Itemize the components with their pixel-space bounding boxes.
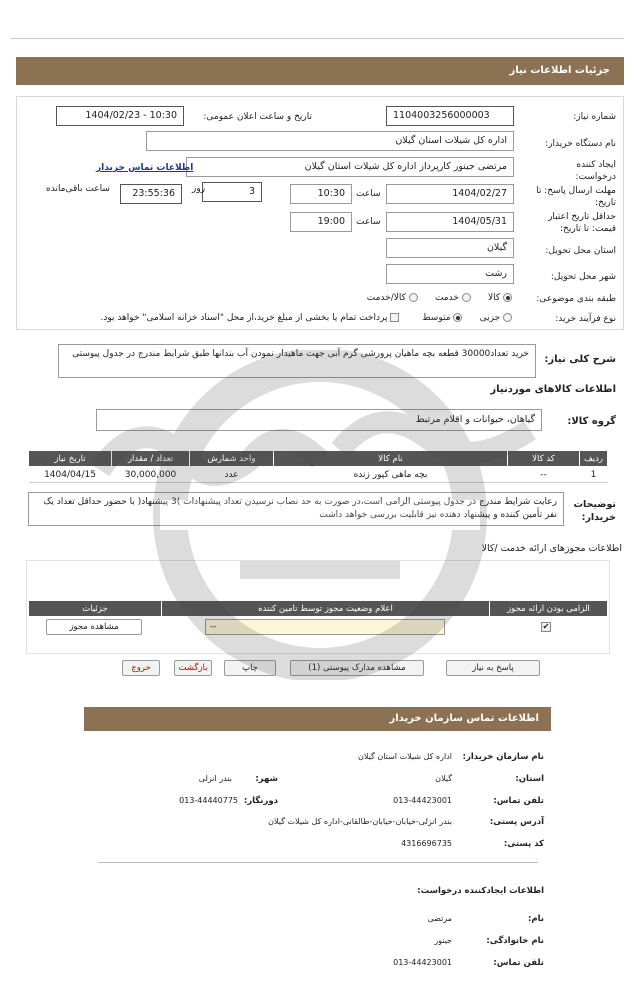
category-service-radio[interactable] [462, 293, 471, 302]
col-permit-status: اعلام وضعیت مجوز توسط تامین کننده [162, 601, 490, 617]
deadline-date-field[interactable]: 1404/02/27 [386, 184, 514, 204]
deadline-time-label: ساعت [356, 189, 381, 199]
cell-date: 1404/04/15 [29, 467, 112, 483]
contact-city-value: بندر انزلی [198, 774, 232, 783]
deadline-time-field[interactable]: 10:30 [290, 184, 352, 204]
process-minor-label: جزیی [479, 313, 501, 323]
buyer-contact-link[interactable]: اطلاعات تماس خریدار [96, 163, 194, 173]
goods-table [28, 450, 608, 483]
treasury-payment-checkbox[interactable] [390, 313, 399, 322]
creator-family-value: جینور [434, 936, 452, 945]
col-name: نام کالا [274, 451, 508, 467]
creator-phone-value: 013-44423001 [393, 958, 452, 967]
col-code: کد کالا [508, 451, 580, 467]
province-label: استان محل تحویل: [545, 246, 616, 256]
col-qty: تعداد / مقدار [112, 451, 190, 467]
contact-org-value: اداره کل شیلات استان گیلان [357, 752, 452, 761]
creator-info-title: اطلاعات ایجادکننده درخواست: [417, 886, 544, 896]
validity-time-field[interactable]: 19:00 [290, 212, 352, 232]
creator-field[interactable]: مرتضی جینور کارپرداز اداره کل شیلات استان گیلان [186, 157, 514, 177]
permit-required-checkbox[interactable]: ✔ [542, 622, 550, 631]
col-permit-required: الزامی بودن ارائه مجوز [490, 601, 608, 617]
attachments-button[interactable]: مشاهده مدارک پیوستی (1) [290, 660, 424, 676]
treasury-payment-note: پرداخت تمام یا بخشی از مبلغ خرید،از محل "اسناد خزانه اسلامی" خواهد بود. [100, 313, 388, 323]
reply-button[interactable]: پاسخ به نیاز [446, 660, 540, 676]
validity-time-label: ساعت [356, 217, 381, 227]
creator-label: ایجاد کننده درخواست: [575, 160, 616, 182]
contact-phone-label: تلفن تماس: [493, 796, 544, 806]
process-minor-radio[interactable] [503, 313, 512, 322]
need-number-label: شماره نیاز: [573, 112, 616, 122]
back-button[interactable]: بازگشت [174, 660, 212, 676]
summary-label: شرح کلی نیاز: [544, 354, 616, 365]
city-label: شهر محل تحویل: [550, 272, 616, 282]
validity-date-field[interactable]: 1404/05/31 [386, 212, 514, 232]
permits-title: اطلاعات مجوزهای ارائه خدمت /کالا [481, 543, 622, 554]
contact-fax-label: دورنگار: [243, 796, 278, 806]
goods-group-label: گروه کالا: [567, 416, 616, 427]
category-goods-label: کالا [487, 293, 501, 303]
cell-unit: عدد [190, 467, 274, 483]
deadline-label: مهلت ارسال پاسخ: تا تاریخ: [536, 186, 616, 208]
contact-postal-value: 4316696735 [401, 839, 452, 848]
announce-field[interactable]: 1404/02/23 - 10:30 [56, 106, 184, 126]
process-medium-label: متوسط [422, 313, 451, 323]
process-radio-group [100, 313, 512, 323]
category-both-radio[interactable] [409, 293, 418, 302]
province-field[interactable]: گیلان [386, 238, 514, 258]
validity-label: حداقل تاریخ اعتبار قیمت: تا تاریخ: [548, 212, 616, 234]
buyer-org-label: نام دستگاه خریدار: [545, 139, 616, 149]
creator-phone-label: تلفن تماس: [493, 958, 544, 968]
exit-button[interactable]: خروج [122, 660, 160, 676]
print-button[interactable]: چاپ [224, 660, 276, 676]
city-field[interactable]: رشت [386, 264, 514, 284]
col-date: تاریخ نیاز [29, 451, 112, 467]
contact-fax-value: 013-44440775 [179, 796, 238, 805]
remaining-time-field: 23:55:36 [120, 184, 182, 204]
contact-province-value: گیلان [435, 774, 452, 783]
buyer-notes-label: توضیحات خریدار: [573, 499, 616, 523]
table-row [29, 467, 608, 483]
announce-label: تاریخ و ساعت اعلان عمومی: [203, 112, 312, 122]
category-both-label: کالا/خدمت [366, 293, 406, 303]
contact-phone-value: 013-44423001 [393, 796, 452, 805]
contact-org-label: نام سازمان خریدار: [462, 752, 544, 762]
category-goods-radio[interactable] [503, 293, 512, 302]
contact-address-value: بندر انزلی-خیابان-خیابان-طالقانی-اداره کل شیلات گیلان [268, 817, 452, 826]
category-label: طبقه بندی موضوعی: [536, 294, 616, 304]
summary-text: خرید تعداد30000 قطعه بچه ماهیان پرورشی گرم آبی جهت ماهیدار نمودن آب بندانها طبق شرایط مندرج در جدول پیوستی [58, 344, 536, 378]
permits-table [28, 600, 608, 617]
cell-qty: 30,000,000 [112, 467, 190, 483]
contact-postal-label: کد پستی: [503, 839, 544, 849]
col-unit: واحد شمارش [190, 451, 274, 467]
page-title: جزئیات اطلاعات نیاز [16, 57, 624, 85]
process-medium-radio[interactable] [453, 313, 462, 322]
col-permit-details: جزئیات [29, 601, 162, 617]
contact-city-label: شهر: [255, 774, 278, 784]
creator-name-value: مرتضی [427, 914, 452, 923]
creator-name-label: نام: [527, 914, 544, 924]
permit-status-field[interactable]: -- [205, 619, 445, 635]
days-label: روز [192, 184, 206, 194]
buyer-notes-text: رعایت شرایط مندرج در جدول پیوستی الزامی است،در صورت به حد نصاب نرسیدن تعداد پیشنهادات )3 پیشنهاد( با حضور حداقل تعداد یک نفر تأمین کننده و پیشنهاد دهنده نیز قابلیت بررسی خواهد داشت [28, 492, 564, 526]
goods-section-title: اطلاعات کالاهای موردنیاز [490, 384, 616, 395]
contact-address-label: آدرس پستی: [489, 817, 544, 827]
goods-group-field: گیاهان، حیوانات و اقلام مرتبط [96, 409, 542, 431]
view-permit-button[interactable]: مشاهده مجوز [46, 619, 142, 635]
creator-family-label: نام خانوادگی: [486, 936, 544, 946]
cell-code: -- [508, 467, 580, 483]
buyer-org-field[interactable]: اداره کل شیلات استان گیلان [146, 131, 514, 151]
category-service-label: خدمت [434, 293, 459, 303]
contact-province-label: استان: [515, 774, 544, 784]
category-radio-group [367, 293, 512, 303]
days-field: 3 [202, 182, 262, 202]
cell-row: 1 [580, 467, 608, 483]
need-number-field[interactable]: 1104003256000003 [386, 106, 514, 126]
top-divider [10, 38, 624, 39]
remaining-label: ساعت باقی‌مانده [46, 184, 110, 194]
col-row: ردیف [580, 451, 608, 467]
process-label: نوع فرآیند خرید: [555, 314, 616, 324]
contact-divider [98, 862, 538, 863]
cell-name: بچه ماهی کپور زنده [274, 467, 508, 483]
contact-section-title: اطلاعات تماس سازمان خریدار [84, 707, 551, 731]
